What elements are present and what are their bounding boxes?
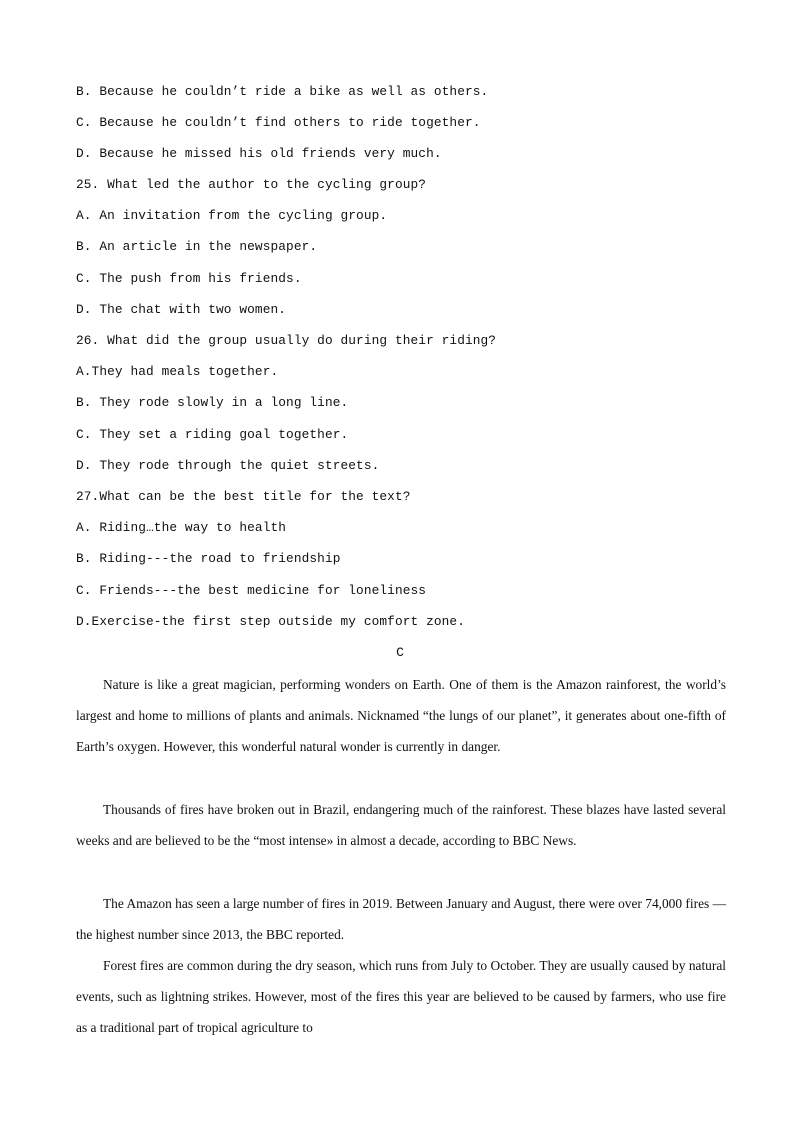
q27-stem: 27.What can be the best title for the text?: [76, 489, 411, 504]
passage-paragraph: The Amazon has seen a large number of fires in 2019. Between January and August, there were over 74,000 fires — the highest number since 2013, the BBC reported.: [76, 896, 726, 943]
q25-option-b: B. An article in the newspaper.: [76, 239, 318, 254]
q27-option-b: B. Riding---the road to friendship: [76, 551, 341, 566]
q26-stem: 26. What did the group usually do during their riding?: [76, 333, 497, 348]
q26-option-b: B. They rode slowly in a long line.: [76, 395, 349, 410]
q24-option-c: C. Because he couldn’t find others to ride together.: [76, 115, 481, 130]
passage-paragraph: Forest fires are common during the dry season, which runs from July to October. They are usually caused by natural events, such as lightning strikes. However, most of the fires this year are believed to be caused by farmers, who use fire as a traditional part of tropical agriculture to: [76, 958, 726, 1036]
q25-stem: 25. What led the author to the cycling group?: [76, 177, 427, 192]
passage-paragraph: Nature is like a great magician, performing wonders on Earth. One of them is the Amazon rainforest, the world’s largest and home to millions of plants and animals. Nicknamed “the lungs of our planet”, it generates about one-fifth of Earth’s oxygen. However, this wonderful natural wonder is currently in danger.: [76, 677, 726, 755]
q24-option-d: D. Because he missed his old friends very much.: [76, 146, 442, 161]
q26-option-a: A.They had meals together.: [76, 364, 279, 379]
q25-option-d: D. The chat with two women.: [76, 302, 287, 317]
q24-option-b: B. Because he couldn’t ride a bike as well as others.: [76, 84, 489, 99]
q27-option-a: A. Riding…the way to health: [76, 520, 287, 535]
q25-option-c: C. The push from his friends.: [76, 271, 302, 286]
section-c-heading: C: [396, 645, 404, 660]
passage-paragraph: Thousands of fires have broken out in Brazil, endangering much of the rainforest. These blazes have lasted several weeks and are believed to be the “most intense» in almost a decade, according to BBC News.: [76, 802, 726, 849]
q25-option-a: A. An invitation from the cycling group.: [76, 208, 388, 223]
q27-option-d: D.Exercise-the first step outside my comfort zone.: [76, 614, 465, 629]
q26-option-d: D. They rode through the quiet streets.: [76, 458, 380, 473]
q26-option-c: C. They set a riding goal together.: [76, 427, 349, 442]
q27-option-c: C. Friends---the best medicine for loneliness: [76, 583, 427, 598]
